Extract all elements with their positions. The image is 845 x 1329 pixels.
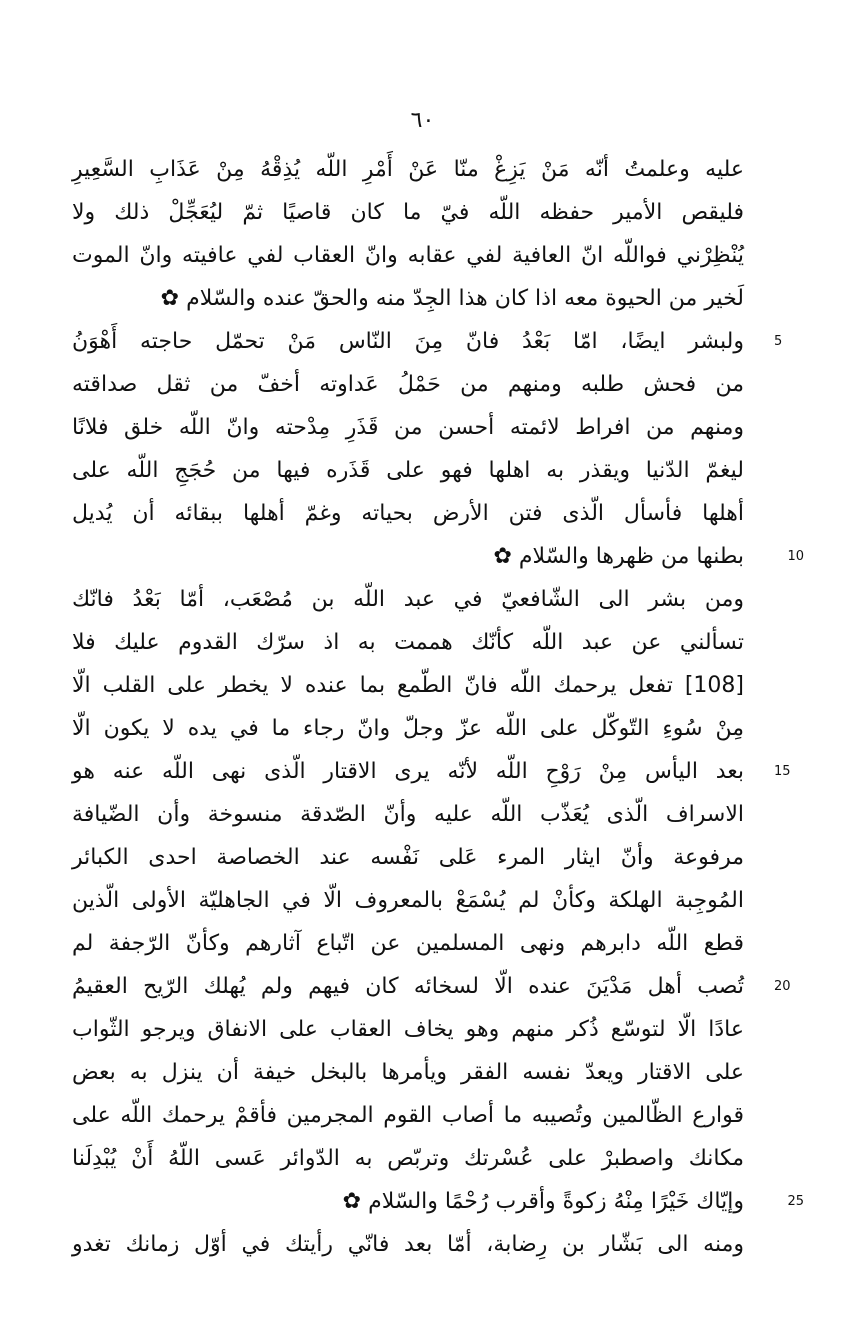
text-line bbox=[72, 363, 744, 406]
text-line bbox=[72, 535, 804, 578]
text-line-content: فليقص الأمير حفظه اللّه فيّ ما كان قاصيًا ثمّ ليُعَجِّلْ ذلك ولا bbox=[72, 200, 744, 225]
text-line-content: مرفوعة وأنّ ايثار المرء عَلى نَفْسه عند الخصاصة احدى الكبائر bbox=[72, 845, 744, 870]
text-line-content: قوارع الظّالمين وتُصيبه ما أصاب القوم المجرمين فأقمْ يرحمك اللّه على bbox=[72, 1103, 744, 1128]
text-line bbox=[72, 1180, 804, 1223]
text-line-content: الاسراف الّذى يُعَذّب اللّه عليه وأنّ الصّدقة منسوخة وأن الضّيافة bbox=[72, 802, 744, 827]
text-line bbox=[72, 1008, 744, 1051]
text-line bbox=[72, 406, 744, 449]
text-line bbox=[72, 793, 744, 836]
arabic-text-body bbox=[72, 148, 804, 1266]
text-line bbox=[72, 836, 744, 879]
text-line bbox=[72, 707, 744, 750]
text-line bbox=[72, 1223, 744, 1266]
text-line bbox=[72, 965, 791, 1008]
line-number: 10 bbox=[787, 549, 804, 564]
text-line-content: مِنْ سُوءِ التّوكّل على اللّه عزّ وجلّ وانّ رجاء ما في يده لا يكون الّا bbox=[72, 716, 744, 741]
text-line bbox=[72, 879, 744, 922]
text-line-content: يُنْظِرْني فواللّه انّ العافية لفي عقابه وانّ العقاب لفي عافيته وانّ الموت bbox=[72, 243, 744, 268]
text-line-content: المُوجِبة الهلكة وكأنْ لم يُسْمَعْ بالمعروف الّا في الجاهليّة الأولى الّذين bbox=[72, 888, 744, 913]
text-line bbox=[72, 449, 744, 492]
line-number: 15 bbox=[774, 764, 791, 779]
text-line bbox=[72, 234, 744, 277]
text-line bbox=[72, 277, 744, 320]
text-line bbox=[72, 578, 744, 621]
text-line bbox=[72, 664, 744, 707]
text-line-content: [108] تفعل يرحمك اللّه فانّ الطّمع بما عنده لا يخطر على القلب الّا bbox=[72, 673, 744, 698]
text-line-content: قطع اللّه دابرهم ونهى المسلمين عن اتّباع آثارهم وكأنّ الرّجفة لم bbox=[72, 931, 744, 956]
text-line-content: على الاقتار ويعدّ نفسه الفقر ويأمرها بالبخل خيفة أن ينزل به بعض bbox=[72, 1060, 744, 1085]
text-line bbox=[72, 492, 744, 535]
text-line-content: مكانك واصطبرْ على عُسْرتك وتربّص به الدّوائر عَسى اللّهُ أَنْ يُبْدِلَنا bbox=[72, 1146, 744, 1171]
text-line-content: ومن بشر الى الشّافعيّ في عبد اللّه بن مُصْعَب، أمّا بَعْدُ فانّك bbox=[72, 587, 744, 612]
text-line-content: عادًا الّا لتوسّع ذُكر منهم وهو يخاف العقاب على الانفاق ويرجو الثّواب bbox=[72, 1017, 744, 1042]
text-line-content: بطنها من ظهرها والسّلام ✿ bbox=[493, 544, 744, 569]
text-line-content: تسألني عن عبد اللّه كأنّك هممت به اذ سرّك القدوم عليك فلا bbox=[72, 630, 744, 655]
line-number: 5 bbox=[774, 334, 783, 349]
line-number: 25 bbox=[787, 1194, 804, 1209]
text-line bbox=[72, 191, 744, 234]
text-line-content: بعد اليأس مِنْ رَوْحِ اللّه لأنّه يرى الاقتار الّذى نهى اللّه عنه هو bbox=[72, 759, 744, 784]
text-line bbox=[72, 750, 791, 793]
text-line-content: لَخير من الحيوة معه اذا كان هذا الجِدّ منه والحقّ عنده والسّلام ✿ bbox=[160, 286, 744, 311]
text-line-content: ومنهم من افراط لائمته أحسن من قَذَرِ مِدْحته وانّ اللّه خلق فلانًا bbox=[72, 415, 744, 440]
text-line bbox=[72, 1137, 744, 1180]
text-line bbox=[72, 148, 744, 191]
text-line bbox=[72, 1094, 744, 1137]
text-line-content: ليغمّ الدّنيا ويقذر به اهلها فهو على قَذَره فيها من حُجَجِ اللّه على bbox=[72, 458, 744, 483]
text-line-content: ولبشر ايضًا، امّا بَعْدُ فانّ مِنَ النّاس مَنْ تحمّل حاجته أَهْوَنُ bbox=[72, 329, 744, 354]
text-line bbox=[72, 320, 783, 363]
text-line-content: من فحش طلبه ومنهم من حَمْلُ عَداوته أخفّ من ثقل صداقته bbox=[72, 372, 744, 397]
text-line bbox=[72, 922, 744, 965]
text-line-content: أهلها فأسأل الّذى فتن الأرض بحياته وغمّ أهلها ببقائه أن يُديل bbox=[72, 501, 744, 526]
text-line-content: تُصب أهل مَدْيَنَ عنده الّا لسخائه كان فيهم ولم يُهلك الرّيح العقيمُ bbox=[72, 974, 744, 999]
text-line bbox=[72, 1051, 744, 1094]
line-number: 20 bbox=[774, 979, 791, 994]
text-line bbox=[72, 621, 744, 664]
text-line-content: وإيّاك خَيْرًا مِنْهُ زكوةً وأقرب رُحْمًا والسّلام ✿ bbox=[342, 1189, 744, 1214]
text-line-content: ومنه الى بَشّار بن رِضابة، أمّا بعد فانّي رأيتك في أوّل زمانك تغدو bbox=[72, 1232, 744, 1257]
text-line-content: عليه وعلمتُ أنّه مَنْ يَزِغْ منّا عَنْ أَمْرِ اللّه يُذِقْهُ مِنْ عَذَابِ السَّعِيرِ bbox=[72, 157, 744, 182]
page-number: ٦٠ bbox=[410, 108, 435, 133]
